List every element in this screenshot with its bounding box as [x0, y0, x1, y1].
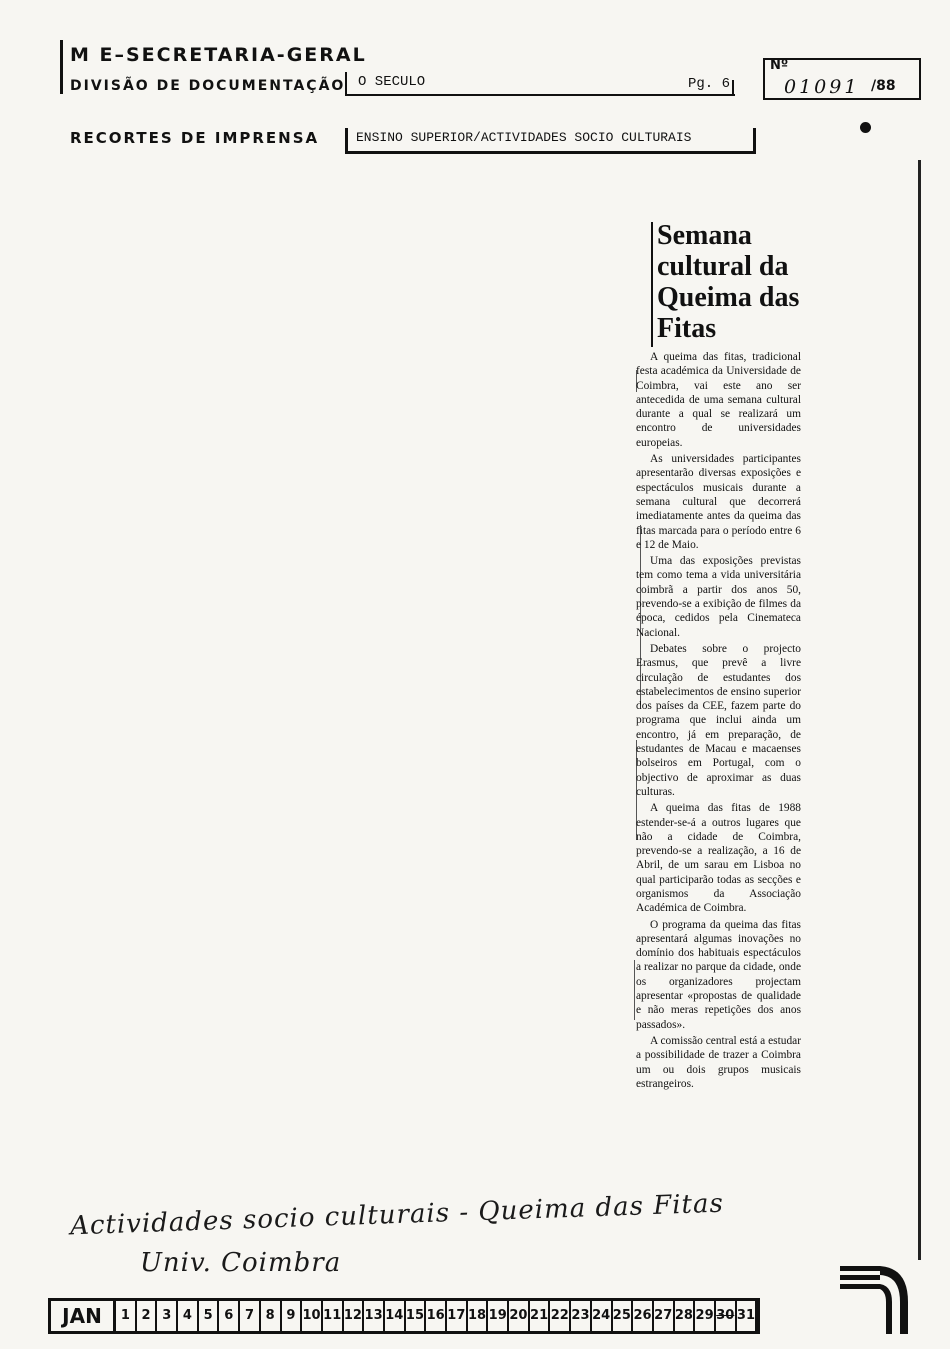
division-label: DIVISÃO DE DOCUMENTAÇÃO [70, 78, 346, 94]
punch-hole-mark [860, 122, 871, 133]
right-margin-rule [918, 160, 921, 1260]
calendar-day: 23 [571, 1301, 592, 1331]
calendar-days [116, 1301, 757, 1331]
column-rule [634, 960, 635, 1020]
ministry-title: M E–SECRETARIA-GERAL [70, 44, 367, 66]
calendar-day: 31 [737, 1301, 758, 1331]
handwritten-note-line1: Actividades socio culturais - Queima das Fitas [69, 1188, 725, 1242]
article-paragraph: A comissão central está a estudar a possibilidade de trazer a Coimbra um ou dois grupos musicais estrangeiros. [636, 1034, 801, 1090]
document-number-year: /88 [871, 78, 896, 94]
publication-page: Pg. 6 [688, 76, 731, 92]
publication-name: O SECULO [358, 74, 426, 90]
calendar-day: 4 [178, 1301, 199, 1331]
calendar-month: JAN [51, 1301, 116, 1331]
calendar-day: 18 [468, 1301, 489, 1331]
calendar-day: 26 [633, 1301, 654, 1331]
calendar-day: 30 [716, 1301, 737, 1331]
calendar-day: 19 [488, 1301, 509, 1331]
calendar-day: 1 [116, 1301, 137, 1331]
calendar-day: 28 [675, 1301, 696, 1331]
corner-logo-icon [840, 1262, 910, 1334]
calendar-day: 15 [406, 1301, 427, 1331]
calendar-day: 22 [550, 1301, 571, 1331]
calendar-day: 27 [654, 1301, 675, 1331]
calendar-day: 20 [509, 1301, 530, 1331]
calendar-day: 14 [385, 1301, 406, 1331]
calendar-day: 2 [137, 1301, 158, 1331]
article-paragraph: Uma das exposições previstas tem como tema a vida universitária coimbrã a partir dos anos 50, prevendo-se a exibição de filmes da época, cedidos pela Cinemateca Nacional. [636, 555, 801, 639]
article-paragraph: Debates sobre o projecto Erasmus, que prevê a livre circulação de estudantes dos estabelecimentos de ensino superior dos países da CEE, fazem parte do programa que inclui ainda um encontro, já em preparação, de estudantes de Macau e macaenses bolseiros em Portugal, com o objectivo de aproximar as duas culturas. [636, 642, 801, 798]
calendar-day: 11 [323, 1301, 344, 1331]
article-headline: Semana cultural da Queima das Fitas [657, 220, 800, 344]
headline-rule [651, 222, 653, 347]
clippings-label: RECORTES DE IMPRENSA [70, 129, 320, 147]
article-body [636, 350, 801, 1093]
calendar-day: 17 [447, 1301, 468, 1331]
calendar-day: 5 [199, 1301, 220, 1331]
handwritten-note-line2: Univ. Coimbra [140, 1248, 342, 1278]
calendar-day: 12 [344, 1301, 365, 1331]
left-margin-rule [60, 40, 63, 94]
article-paragraph: A queima das fitas de 1988 estender-se-á a outros lugares que não a cidade de Coimbra, prevendo-se a realização, a 16 de Abril, de um sarau em Lisboa no qual participarão todas as secções e organismos da Associação Académica de Coimbra. [636, 802, 801, 915]
calendar-day: 24 [592, 1301, 613, 1331]
article-paragraph: A queima das fitas, tradicional festa académica da Universidade de Coimbra, vai este ano ser antecedida de uma semana cultural durante a qual se realizará um encontro de universidades europeias. [636, 351, 801, 449]
calendar-day: 25 [613, 1301, 634, 1331]
calendar-day: 8 [261, 1301, 282, 1331]
publication-field-tick [732, 80, 734, 95]
section-label: ENSINO SUPERIOR/ACTIVIDADES SOCIO CULTURAIS [356, 130, 692, 145]
calendar-day: 29 [695, 1301, 716, 1331]
document-number-value: 01091 [784, 76, 860, 98]
article-paragraph: O programa da queima das fitas apresentará algumas inovações no domínio dos habituais espectáculos a realizar no parque da cidade, onde os organizadores projectam apresentar «propostas de qualidade e não meras repetições dos anos passados». [636, 918, 801, 1031]
document-number-label: Nº [770, 58, 789, 73]
calendar-day: 13 [364, 1301, 385, 1331]
calendar-day: 3 [157, 1301, 178, 1331]
calendar-day: 7 [240, 1301, 261, 1331]
article-paragraph: As universidades participantes apresentarão diversas exposições e espectáculos musicais durante a semana cultural que decorrerá imediatamente antes da queima das fitas marcada para o período entre 6 e 12 de Maio. [636, 453, 801, 551]
calendar-day: 6 [219, 1301, 240, 1331]
calendar-day: 21 [530, 1301, 551, 1331]
calendar-day: 10 [302, 1301, 323, 1331]
calendar-day: 16 [426, 1301, 447, 1331]
calendar-strip [48, 1298, 760, 1334]
calendar-day: 9 [282, 1301, 303, 1331]
